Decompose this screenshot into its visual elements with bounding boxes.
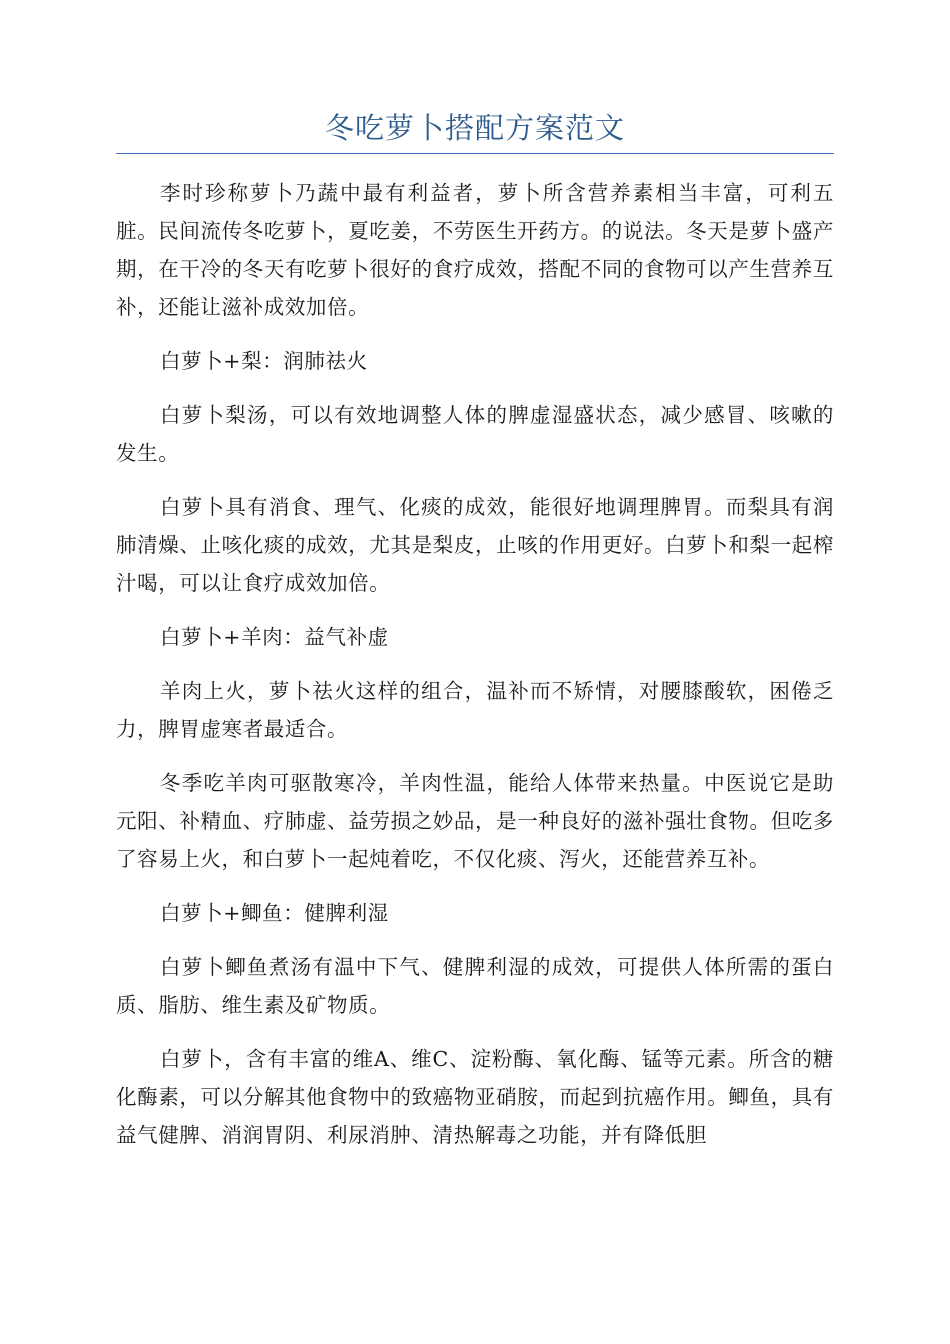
paragraph-carp-soup: 白萝卜鲫鱼煮汤有温中下气、健脾利湿的成效，可提供人体所需的蛋白质、脂肪、维生素及矿物质。	[116, 955, 834, 1017]
subheading-mutton: 白萝卜+羊肉：益气补虚	[160, 625, 389, 649]
document-title: 冬吃萝卜搭配方案范文	[324, 111, 625, 145]
document-body	[116, 174, 834, 1170]
paragraph-mutton-winter: 冬季吃羊肉可驱散寒冷，羊肉性温，能给人体带来热量。中医说它是助元阳、补精血、疗肺虚、益劳损之妙品，是一种良好的滋补强壮食物。但吃多了容易上火，和白萝卜一起炖着吃，不仅化痰、泻火，还能营养互补。	[116, 771, 834, 871]
subheading-crucian-carp: 白萝卜+鲫鱼：健脾利湿	[160, 901, 389, 925]
paragraph-radish-nutrients: 白萝卜，含有丰富的维A、维C、淀粉酶、氧化酶、锰等元素。所含的糖化酶素，可以分解其他食物中的致癌物亚硝胺，而起到抗癌作用。鲫鱼，具有益气健脾、消润胃阴、利尿消肿、清热解毒之功能，并有降低胆	[116, 1047, 834, 1147]
subheading-pear: 白萝卜+梨：润肺祛火	[160, 349, 368, 373]
paragraph-pear-soup: 白萝卜梨汤，可以有效地调整人体的脾虚湿盛状态，减少感冒、咳嗽的发生。	[116, 403, 834, 465]
paragraph-intro: 李时珍称萝卜乃蔬中最有利益者，萝卜所含营养素相当丰富，可利五脏。民间流传冬吃萝卜，夏吃姜，不劳医生开药方。的说法。冬天是萝卜盛产期，在干冷的冬天有吃萝卜很好的食疗成效，搭配不同的食物可以产生营养互补，还能让滋补成效加倍。	[116, 181, 834, 319]
paragraph-mutton-combo: 羊肉上火，萝卜祛火这样的组合，温补而不矫情，对腰膝酸软，困倦乏力，脾胃虚寒者最适合。	[116, 679, 834, 741]
paragraph-pear-effects: 白萝卜具有消食、理气、化痰的成效，能很好地调理脾胃。而梨具有润肺清燥、止咳化痰的成效，尤其是梨皮，止咳的作用更好。白萝卜和梨一起榨汁喝，可以让食疗成效加倍。	[116, 495, 834, 595]
title-underline	[116, 153, 834, 154]
